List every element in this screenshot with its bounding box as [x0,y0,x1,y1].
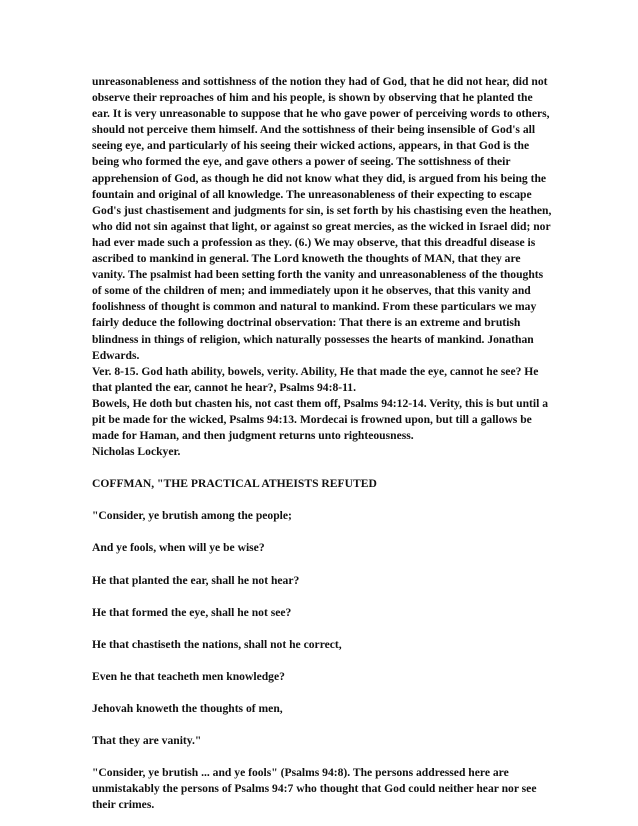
verse-line: He that chastiseth the nations, shall not he correct, [92,637,342,651]
document-page [92,74,552,813]
body-paragraph: unreasonableness and sottishness of the notion they had of God, that he did not hear, did not observe their reproaches of him and his people, is shown by observing that he planted the ear. It is very unreasonable to suppose that he who gave power of perceiving words to others, should not perceive them himself. And the sottishness of their being insensible of God's all seeing eye, and particularly of his seeing their wicked actions, appears, in that God is the being who formed the eye, and gave others a power of seeing. The sottishness of their apprehension of God, as though he did not know what they did, is argued from his being the fountain and original of all knowledge. The unreasonableness of their expecting to escape God's just chastisement and judgments for sin, is set forth by his chastising even the heathen, who did not sin against that light, or against so great mercies, as the wicked in Israel did; nor had ever made such a profession as they. (6.) We may observe, that this dreadful disease is ascribed to mankind in general. The Lord knoweth the thoughts of MAN, that they are vanity. The psalmist had been setting forth the vanity and unreasonableness of the thoughts of some of the children of men; and immediately upon it he observes, that this vanity and foolishness of thought is common and natural to mankind. From these particulars we may fairly deduce the following doctrinal observation: That there is an extreme and brutish blindness in things of religion, which naturally possesses the hearts of mankind. Jonathan Edwards. [92,75,552,362]
commentary-paragraph: "Consider, ye brutish ... and ye fools" (Psalms 94:8). The persons addressed here are unmistakably the persons of Psalms 94:7 who thought that God could neither hear nor see their crimes. [92,766,537,812]
author-attribution: Nicholas Lockyer. [92,445,181,459]
verse-line: And ye fools, when will ye be wise? [92,541,265,555]
verse-line: Jehovah knoweth the thoughts of men, [92,701,283,715]
verse-line: Even he that teacheth men knowledge? [92,669,285,683]
verse-line: That they are vanity." [92,734,202,747]
verse-line: He that formed the eye, shall he not see? [92,605,292,619]
bowels-verity-line: Bowels, He doth but chasten his, not cast them off, Psalms 94:12-14. Verity, this is but until a pit be made for the wicked, Psalms 94:13. Mordecai is frowned upon, but till a gallows be made for Haman, and then judgment returns unto righteousness. [92,396,549,443]
verse-line: He that planted the ear, shall he not hear? [92,573,300,587]
verse-line: "Consider, ye brutish among the people; [92,509,292,523]
verse-reference-line: Ver. 8-15. God hath ability, bowels, verity. Ability, He that made the eye, cannot he see? He that planted the ear, cannot he hear?, Psalms 94:8-11. [92,364,539,394]
section-heading: COFFMAN, "THE PRACTICAL ATHEISTS REFUTED [92,477,377,491]
